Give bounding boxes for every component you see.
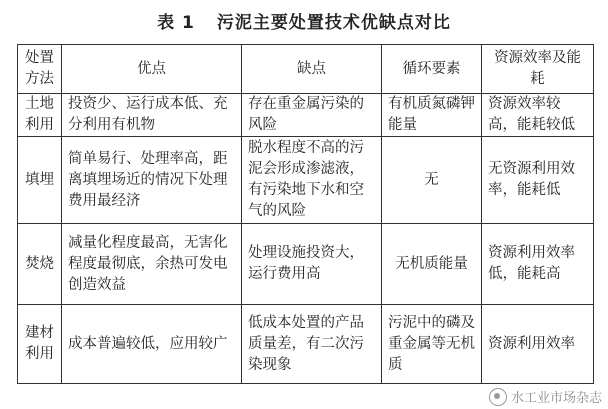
header-efficiency: 资源效率及能耗 [482,45,594,94]
cycle-cell: 污泥中的磷及重金属等无机质 [382,305,482,384]
header-row [18,45,594,94]
table-row [18,137,594,224]
method-cell: 建材利用 [18,305,62,384]
method-cell: 焚烧 [18,224,62,305]
pros-cell: 投资少、运行成本低、充分利用有机物 [62,94,242,137]
method-cell: 填埋 [18,137,62,224]
comparison-table [17,44,594,384]
table-row [18,224,594,305]
header-pros: 优点 [62,45,242,94]
table-caption [0,8,608,33]
watermark [489,387,602,406]
pros-cell: 减量化程度最高，无害化程度最彻底，余热可发电创造效益 [62,224,242,305]
method-cell: 土地利用 [18,94,62,137]
efficiency-cell: 无资源利用效率，能耗低 [482,137,594,224]
cons-cell: 低成本处置的产品质量差，有二次污染现象 [242,305,382,384]
table-number: 表 1 [157,13,195,33]
cons-cell: 处理设施投资大，运行费用高 [242,224,382,305]
watermark-text: 水工业市场杂志 [510,391,602,406]
efficiency-cell: 资源利用效率 [482,305,594,384]
efficiency-cell: 资源效率较高，能耗较低 [482,94,594,137]
table-row [18,94,594,137]
cycle-cell: 有机质氮磷钾能量 [382,94,482,137]
cons-cell: 脱水程度不高的污泥会形成渗滤液，有污染地下水和空气的风险 [242,137,382,224]
cycle-cell: 无机质能量 [382,224,482,305]
pros-cell: 成本普遍较低，应用较广 [62,305,242,384]
table-title: 污泥主要处置技术优缺点对比 [216,13,451,33]
cons-cell: 存在重金属污染的风险 [242,94,382,137]
table-row [18,305,594,384]
header-cons: 缺点 [242,45,382,94]
header-method: 处置方法 [18,45,62,94]
wechat-icon [489,388,507,406]
cycle-cell: 无 [382,137,482,224]
pros-cell: 简单易行、处理率高，距离填埋场近的情况下处理费用最经济 [62,137,242,224]
header-cycle: 循环要素 [382,45,482,94]
efficiency-cell: 资源利用效率低，能耗高 [482,224,594,305]
